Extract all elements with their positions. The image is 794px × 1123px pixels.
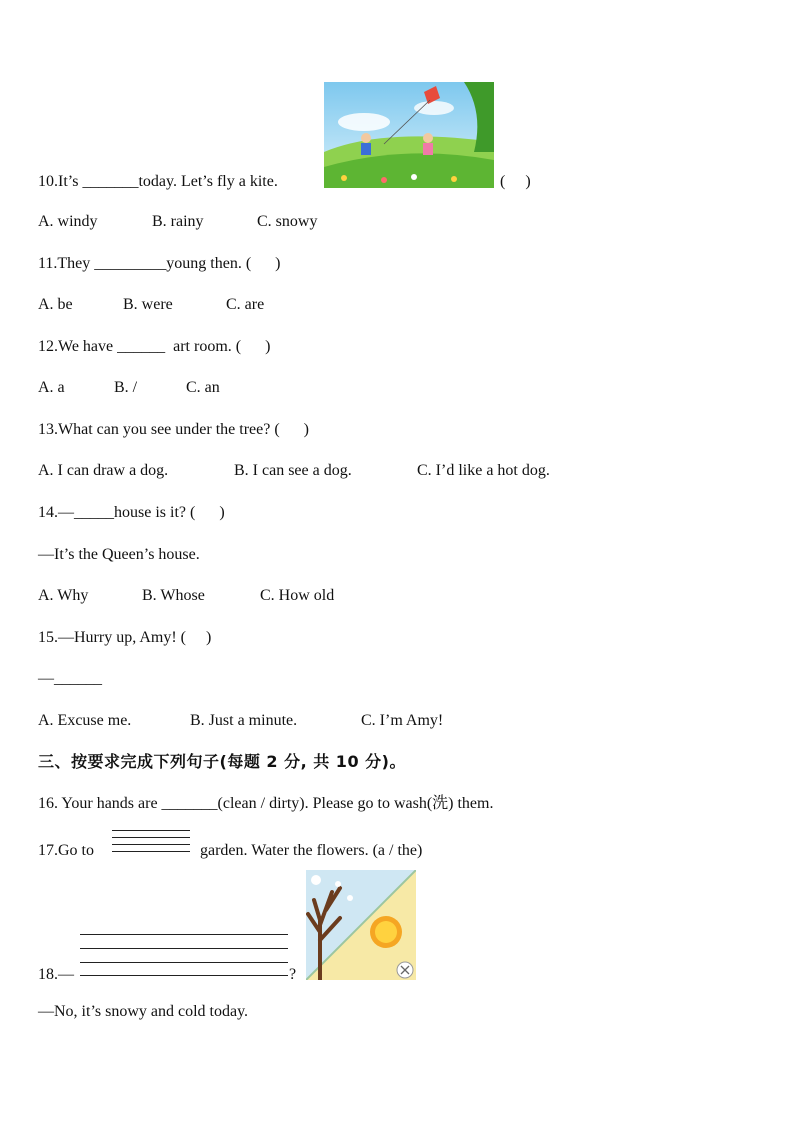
q12-option-c: C. an xyxy=(186,379,220,396)
q15-option-a: A. Excuse me. xyxy=(38,712,132,729)
q13-option-c: C. I’d like a hot dog. xyxy=(417,462,550,479)
q10-option-b: B. rainy xyxy=(152,213,204,230)
q11-option-b: B. were xyxy=(123,296,173,313)
q12-option-b: B. / xyxy=(114,379,138,396)
q12-option-a: A. a xyxy=(38,379,65,396)
q13-option-b: B. I can see a dog. xyxy=(234,462,352,479)
q10-option-a: A. windy xyxy=(38,213,98,230)
question-15-answer: —______ xyxy=(38,670,102,687)
question-18-prefix: 18.— xyxy=(38,966,74,983)
question-14-answer: —It’s the Queen’s house. xyxy=(38,546,200,563)
question-15: 15.—Hurry up, Amy! ( ) xyxy=(38,629,212,646)
section-3-heading: 三、按要求完成下列句子(每题 2 分, 共 10 分)。 xyxy=(38,752,406,771)
q14-option-c: C. How old xyxy=(260,587,335,604)
winter-summer-illustration xyxy=(306,870,416,980)
question-13: 13.What can you see under the tree? ( ) xyxy=(38,421,309,438)
question-14: 14.—_____house is it? ( ) xyxy=(38,504,225,521)
q14-option-b: B. Whose xyxy=(142,587,205,604)
question-10-paren: ( ) xyxy=(500,173,531,190)
question-16: 16. Your hands are _______(clean / dirty). Please go to wash(洗) them. xyxy=(38,795,494,812)
q10-option-c: C. snowy xyxy=(257,213,318,230)
kite-flying-illustration xyxy=(324,82,494,188)
q18-answer-lines xyxy=(80,930,290,978)
question-11: 11.They _________young then. ( ) xyxy=(38,255,281,272)
q15-option-b: B. Just a minute. xyxy=(190,712,298,729)
question-12: 12.We have ______ art room. ( ) xyxy=(38,338,271,355)
question-17-suffix: garden. Water the flowers. (a / the) xyxy=(200,842,423,859)
q11-option-a: A. be xyxy=(38,296,73,313)
q17-answer-lines xyxy=(112,828,192,856)
q15-option-c: C. I’m Amy! xyxy=(361,712,444,729)
question-17-prefix: 17.Go to xyxy=(38,842,94,859)
question-18-answer: —No, it’s snowy and cold today. xyxy=(38,1003,249,1020)
q11-option-c: C. are xyxy=(226,296,265,313)
q14-option-a: A. Why xyxy=(38,587,89,604)
q13-option-a: A. I can draw a dog. xyxy=(38,462,169,479)
question-10: 10.It’s _______today. Let’s fly a kite. xyxy=(38,173,278,190)
question-18-suffix: ? xyxy=(289,966,297,983)
